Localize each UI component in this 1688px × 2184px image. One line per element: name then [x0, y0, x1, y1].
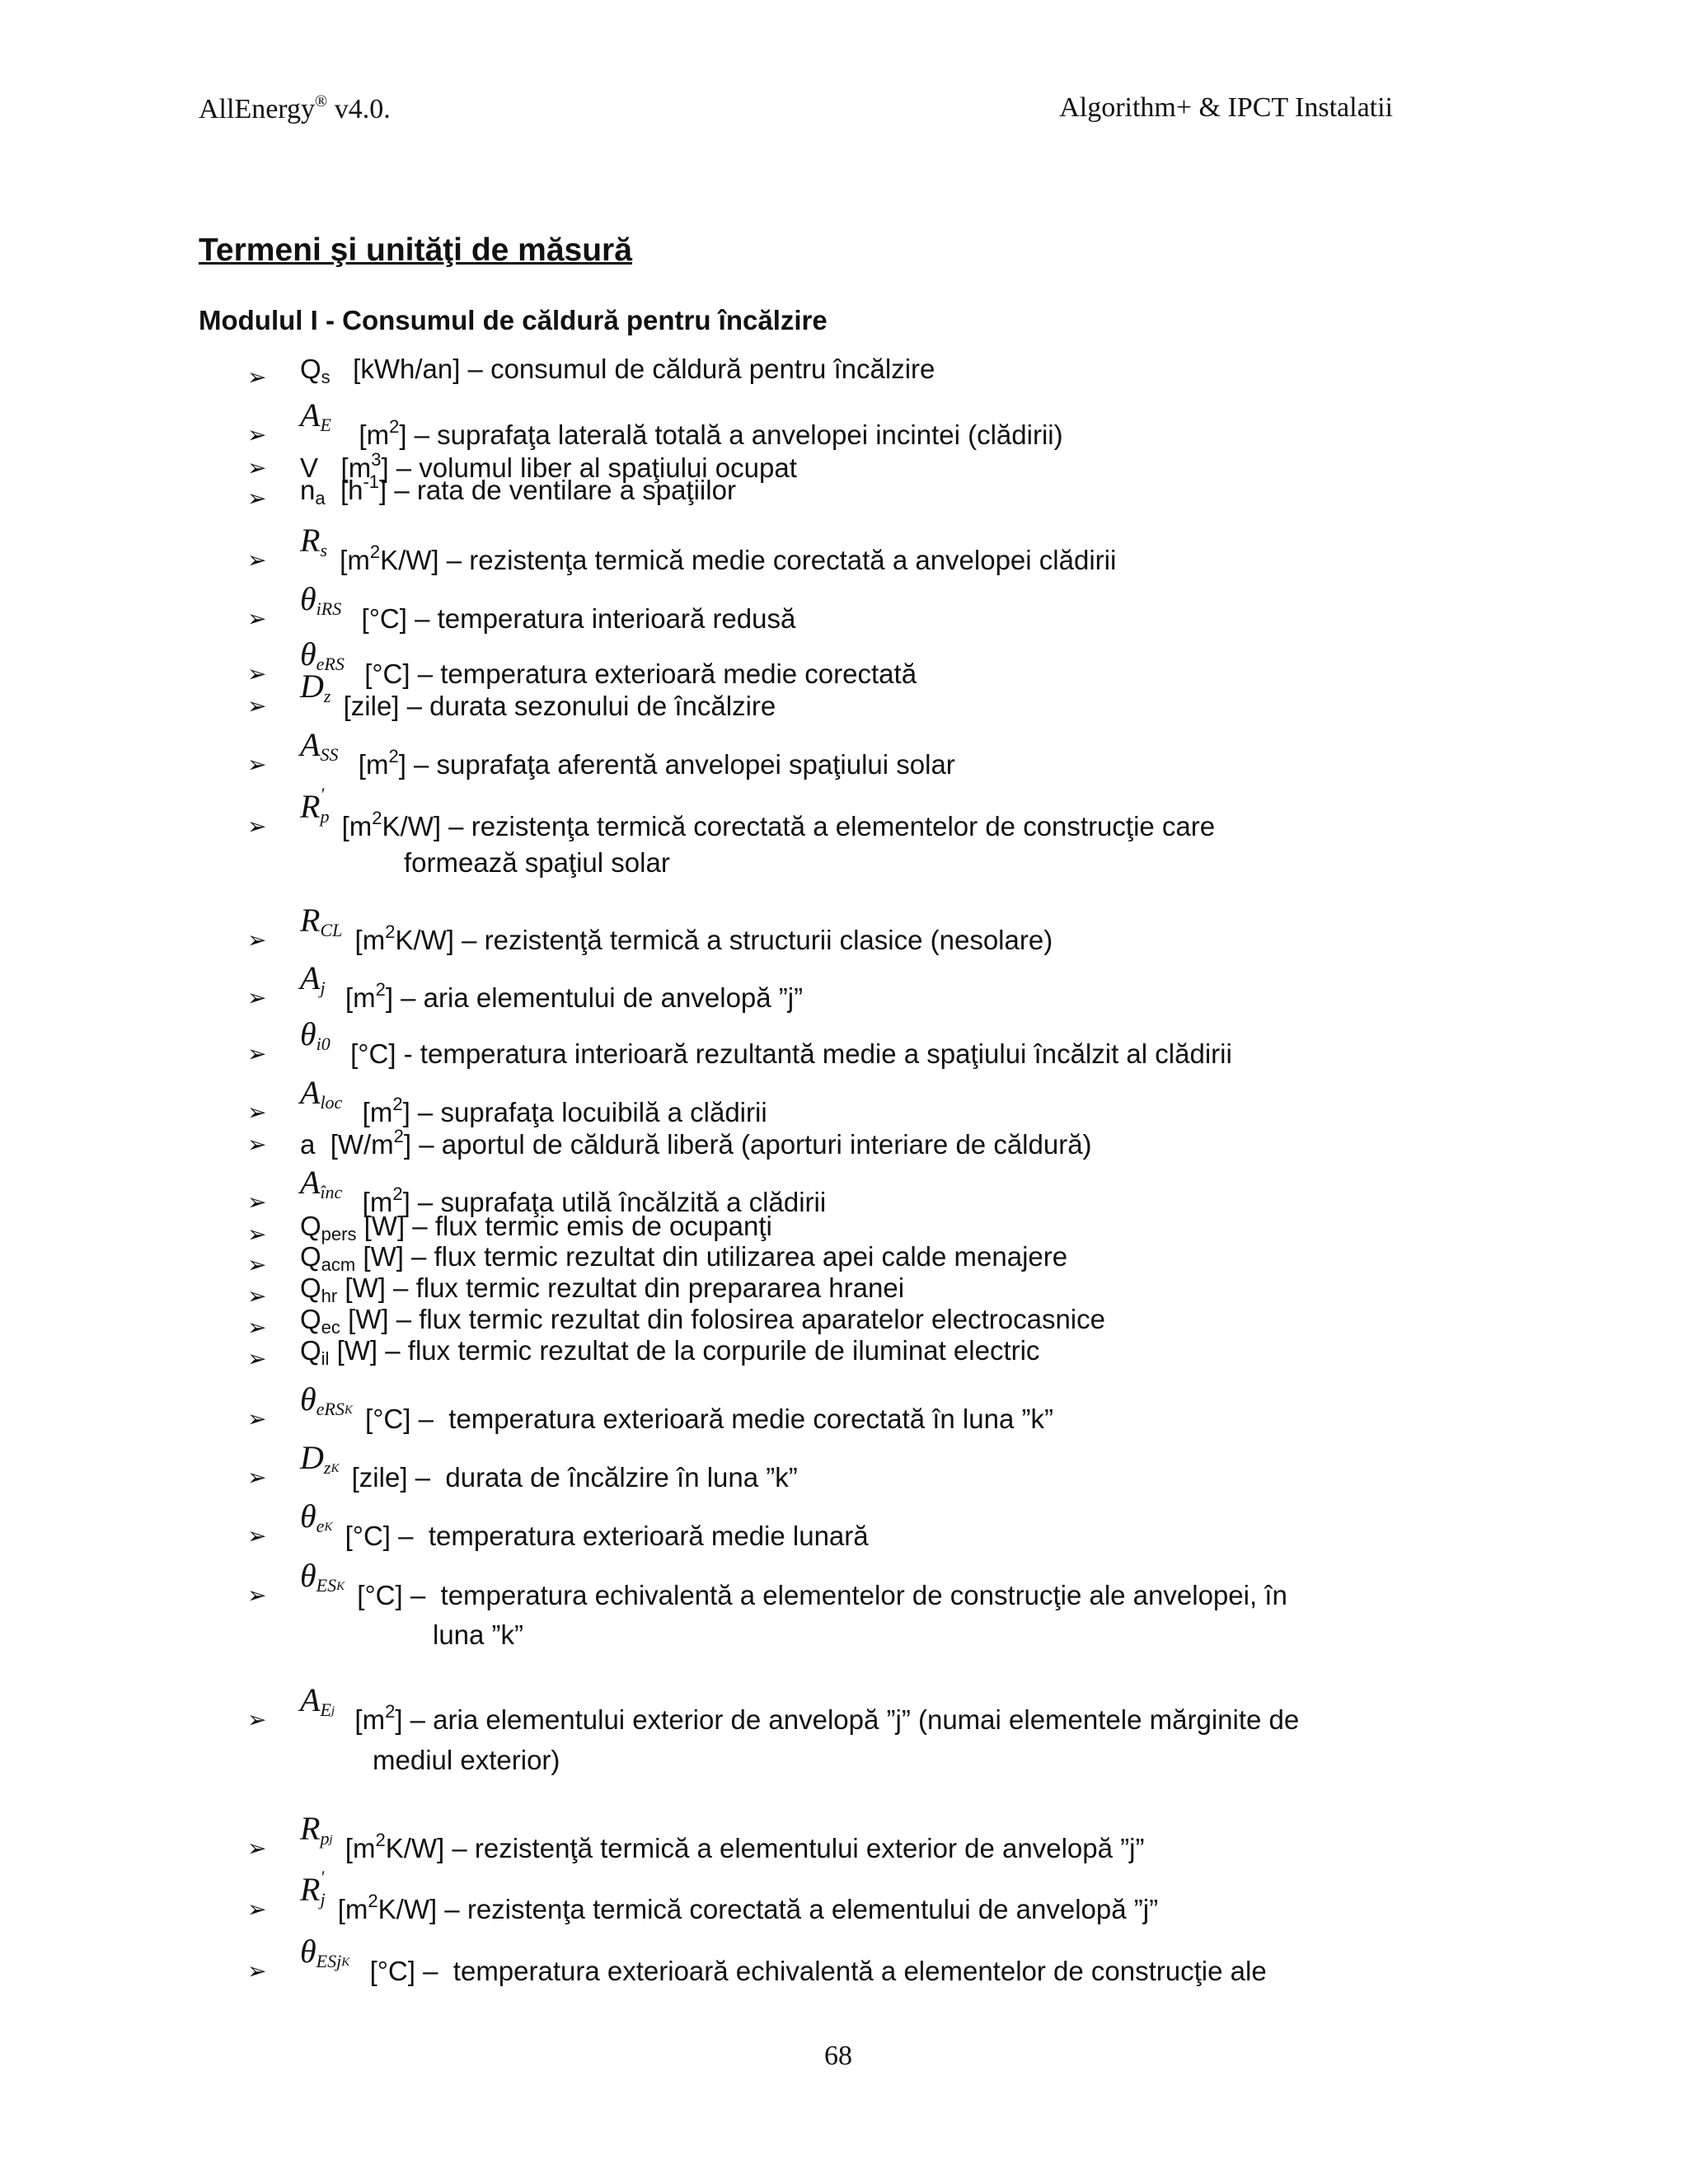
section-subtitle: Modulul I - Consumul de căldură pentru încălzire [199, 305, 828, 335]
term-description: – aportul de căldură liberă (aporturi interiare de căldură) [411, 1129, 1092, 1160]
term-item [247, 726, 1451, 780]
header-left [199, 92, 391, 125]
bullet-arrow-icon: ➢ [247, 1221, 267, 1248]
term-description: – rezistenţă termică a elementului exterior de anvelopă ”j” [444, 1833, 1145, 1863]
header-version: v4.0. [327, 94, 391, 124]
term-description: – rata de ventilare a spaţiilor [387, 475, 736, 505]
term-description: – suprafaţa laterală totală a anvelopei incintei (clădirii) [406, 419, 1063, 450]
term-symbol: θeK [300, 1497, 333, 1536]
term-unit: $[m^2K/W]$ [347, 921, 454, 955]
term-symbol: θi0 [300, 1015, 331, 1054]
bullet-arrow-icon: ➢ [247, 1706, 267, 1733]
term-unit: [°C] [357, 1404, 411, 1434]
term-description: – suprafaţa aferentă anvelopei spaţiului solar [406, 749, 955, 780]
term-symbol: $Q_{pers}$ [300, 1211, 357, 1244]
term-symbol: $n_a$ [300, 475, 326, 509]
term-unit: $[m^2]$ [343, 746, 406, 780]
term-unit: [°C] [349, 1580, 403, 1610]
bullet-arrow-icon: ➢ [247, 421, 267, 448]
term-item [247, 1380, 1451, 1435]
term-item [247, 1867, 1451, 1925]
term-description: – rezistenţa termică corectată a elementului de anvelopă ”j” [437, 1894, 1159, 1924]
term-description: – aria elementului de anvelopă ”j” [392, 982, 804, 1013]
term-description: – flux termic rezultat de la corpurile de iluminat electric [377, 1335, 1040, 1366]
bullet-arrow-icon: ➢ [247, 1464, 267, 1491]
term-unit: $[m^2]$ [335, 416, 407, 450]
term-description: – rezistenţă termică a structurii clasice (nesolare) [453, 925, 1053, 955]
term-unit: $[m^2]$ [340, 1701, 403, 1735]
header-app-name: AllEnergy [199, 94, 316, 124]
term-description: – temperatura echivalentă a elementelor de construcţie ale anvelopei, în [402, 1580, 1287, 1610]
bullet-arrow-icon: ➢ [247, 1314, 267, 1341]
term-item [247, 354, 1451, 393]
term-unit: $[m^2]$ [330, 979, 393, 1013]
term-symbol: θESjK [300, 1933, 350, 1971]
bullet-arrow-icon: ➢ [247, 605, 267, 632]
term-description-continuation: luna ”k” [433, 1619, 524, 1650]
term-description: – temperatura exterioară medie corectată în luna ”k” [410, 1404, 1053, 1434]
bullet-arrow-icon: ➢ [247, 546, 267, 574]
bullet-arrow-icon: ➢ [247, 692, 267, 719]
term-description: – flux termic rezultat din utilizarea apei calde menajere [403, 1241, 1068, 1272]
registered-mark: ® [315, 92, 328, 110]
term-item [247, 1681, 1451, 1736]
term-symbol: $Q_s$ [300, 354, 331, 387]
term-unit: $[m^2]$ [347, 1183, 410, 1217]
term-unit: [°C] [346, 603, 407, 634]
term-description: – durata de încălzire în luna ”k” [407, 1462, 798, 1493]
term-symbol: R ' j [300, 1867, 326, 1910]
term-description: – consumul de căldură pentru încălzire [460, 354, 935, 384]
term-symbol: θiRS [300, 580, 342, 619]
bullet-arrow-icon: ➢ [247, 984, 267, 1011]
term-symbol: AEj [300, 1681, 335, 1720]
term-unit: $[m^3]$ [318, 449, 389, 483]
term-description-continuation: formează spaţiul solar [404, 847, 670, 878]
term-symbol: RCL [300, 902, 343, 940]
bullet-arrow-icon: ➢ [247, 1896, 267, 1923]
bullet-arrow-icon: ➢ [247, 813, 267, 840]
term-item [247, 1015, 1451, 1070]
term-unit: $[m^2K/W]$ [337, 1830, 445, 1863]
term-unit: [W] [329, 1335, 378, 1366]
term-description: – volumul liber al spaţiului ocupat [388, 452, 797, 483]
term-item [247, 959, 1451, 1014]
term-unit: [°C] [354, 1956, 415, 1986]
term-symbol: $Q_{ec}$ [300, 1304, 340, 1338]
term-item [247, 902, 1451, 956]
term-description: – flux termic rezultat din prepararea hranei [385, 1272, 905, 1303]
term-item [247, 1335, 1451, 1375]
term-symbol: AE [300, 396, 331, 435]
term-unit: [zile] [344, 1462, 408, 1493]
term-description: – suprafaţa locuibilă a clădirii [410, 1097, 767, 1127]
term-unit: [W] [340, 1304, 389, 1334]
term-item [247, 1497, 1451, 1552]
term-unit: [W] [355, 1241, 404, 1272]
bullet-arrow-icon: ➢ [247, 1251, 267, 1278]
term-unit: $[W/m^2]$ [315, 1126, 412, 1160]
bullet-arrow-icon: ➢ [247, 485, 267, 512]
header-right: Algorithm+ & IPCT Instalatii [1059, 92, 1393, 123]
term-unit: [W] [337, 1272, 386, 1303]
term-description: – flux termic emis de ocupanţi [405, 1211, 772, 1241]
term-symbol: Aj [300, 959, 326, 998]
term-unit: [W] [356, 1211, 406, 1241]
bullet-arrow-icon: ➢ [247, 1582, 267, 1609]
term-item [247, 522, 1451, 576]
term-unit: [zile] [335, 691, 400, 721]
term-symbol: Rpj [300, 1810, 333, 1849]
term-symbol: $Q_{acm}$ [300, 1241, 356, 1275]
term-item [247, 1126, 1451, 1160]
term-item [247, 784, 1451, 842]
term-description: – temperatura exterioară medie lunară [390, 1521, 869, 1551]
bullet-arrow-icon: ➢ [247, 1522, 267, 1549]
bullet-arrow-icon: ➢ [247, 454, 267, 481]
term-description: – aria elementului exterior de anvelopă ”j” (numai elementele mărginite de [402, 1704, 1300, 1735]
term-description-continuation: mediul exterior) [373, 1745, 560, 1775]
term-item [247, 1439, 1451, 1493]
term-item [247, 580, 1451, 635]
term-description: – rezistenţa termică corectată a elementelor de construcţie care [441, 811, 1216, 841]
term-unit: $[h^{-1}]$ [325, 471, 387, 505]
term-unit: $[m^2]$ [347, 1094, 410, 1127]
bullet-arrow-icon: ➢ [247, 363, 267, 391]
term-description: – temperatura interioară redusă [406, 603, 796, 634]
term-symbol: ASS [300, 726, 339, 765]
bullet-arrow-icon: ➢ [247, 1345, 267, 1372]
bullet-arrow-icon: ➢ [247, 1131, 267, 1158]
bullet-arrow-icon: ➢ [247, 660, 267, 687]
bullet-arrow-icon: ➢ [247, 1835, 267, 1862]
term-symbol: Aloc [300, 1074, 343, 1113]
term-description: – rezistenţa termică medie corectată a anvelopei clădirii [438, 545, 1117, 575]
page-title: Termeni şi unităţi de măsură [199, 232, 632, 268]
term-unit: $[m^2K/W]$ [334, 808, 442, 841]
term-unit: $[m^2K/W]$ [330, 1891, 438, 1924]
term-unit: [°C] [335, 1038, 396, 1069]
page-number: 68 [824, 2041, 852, 2071]
bullet-arrow-icon: ➢ [247, 751, 267, 778]
term-item [247, 471, 1451, 514]
term-unit: [°C] [349, 658, 410, 689]
bullet-arrow-icon: ➢ [247, 1040, 267, 1067]
bullet-arrow-icon: ➢ [247, 1099, 267, 1126]
term-symbol: DzK [300, 1439, 340, 1478]
term-symbol: R ' p [300, 784, 330, 827]
term-symbol: a [300, 1129, 316, 1160]
term-unit: [kWh/an] [330, 354, 461, 384]
term-description: – durata sezonului de încălzire [399, 691, 776, 721]
term-symbol: θESK [300, 1557, 345, 1596]
term-symbol: $Q_{il}$ [300, 1335, 330, 1369]
bullet-arrow-icon: ➢ [247, 1957, 267, 1985]
term-symbol: Aînc [300, 1164, 343, 1202]
bullet-arrow-icon: ➢ [247, 1188, 267, 1216]
term-description: – temperatura exterioară medie corectată [410, 658, 917, 689]
term-description: – temperatura exterioară echivalentă a elementelor de construcţie ale [415, 1956, 1267, 1986]
term-unit: [°C] [337, 1521, 391, 1551]
term-symbol: θeRSK [300, 1380, 353, 1419]
term-description: – suprafaţa utilă încălzită a clădirii [410, 1187, 827, 1217]
term-symbol: Dz [300, 668, 331, 706]
term-item [247, 1810, 1451, 1864]
term-description: - temperatura interioară rezultantă medie a spaţiului încălzit al clădirii [396, 1038, 1232, 1069]
term-symbol: $Q_{hr}$ [300, 1272, 338, 1306]
term-unit: $[m^2K/W]$ [332, 541, 439, 575]
term-item [247, 1933, 1451, 1987]
term-symbol: V [300, 452, 319, 483]
term-description: – flux termic rezultat din folosirea aparatelor electrocasnice [388, 1304, 1105, 1334]
bullet-arrow-icon: ➢ [247, 1405, 267, 1432]
term-item [247, 1557, 1451, 1611]
term-symbol: θeRS [300, 635, 345, 674]
bullet-arrow-icon: ➢ [247, 926, 267, 954]
bullet-arrow-icon: ➢ [247, 1282, 267, 1310]
term-symbol: Rs [300, 522, 327, 560]
